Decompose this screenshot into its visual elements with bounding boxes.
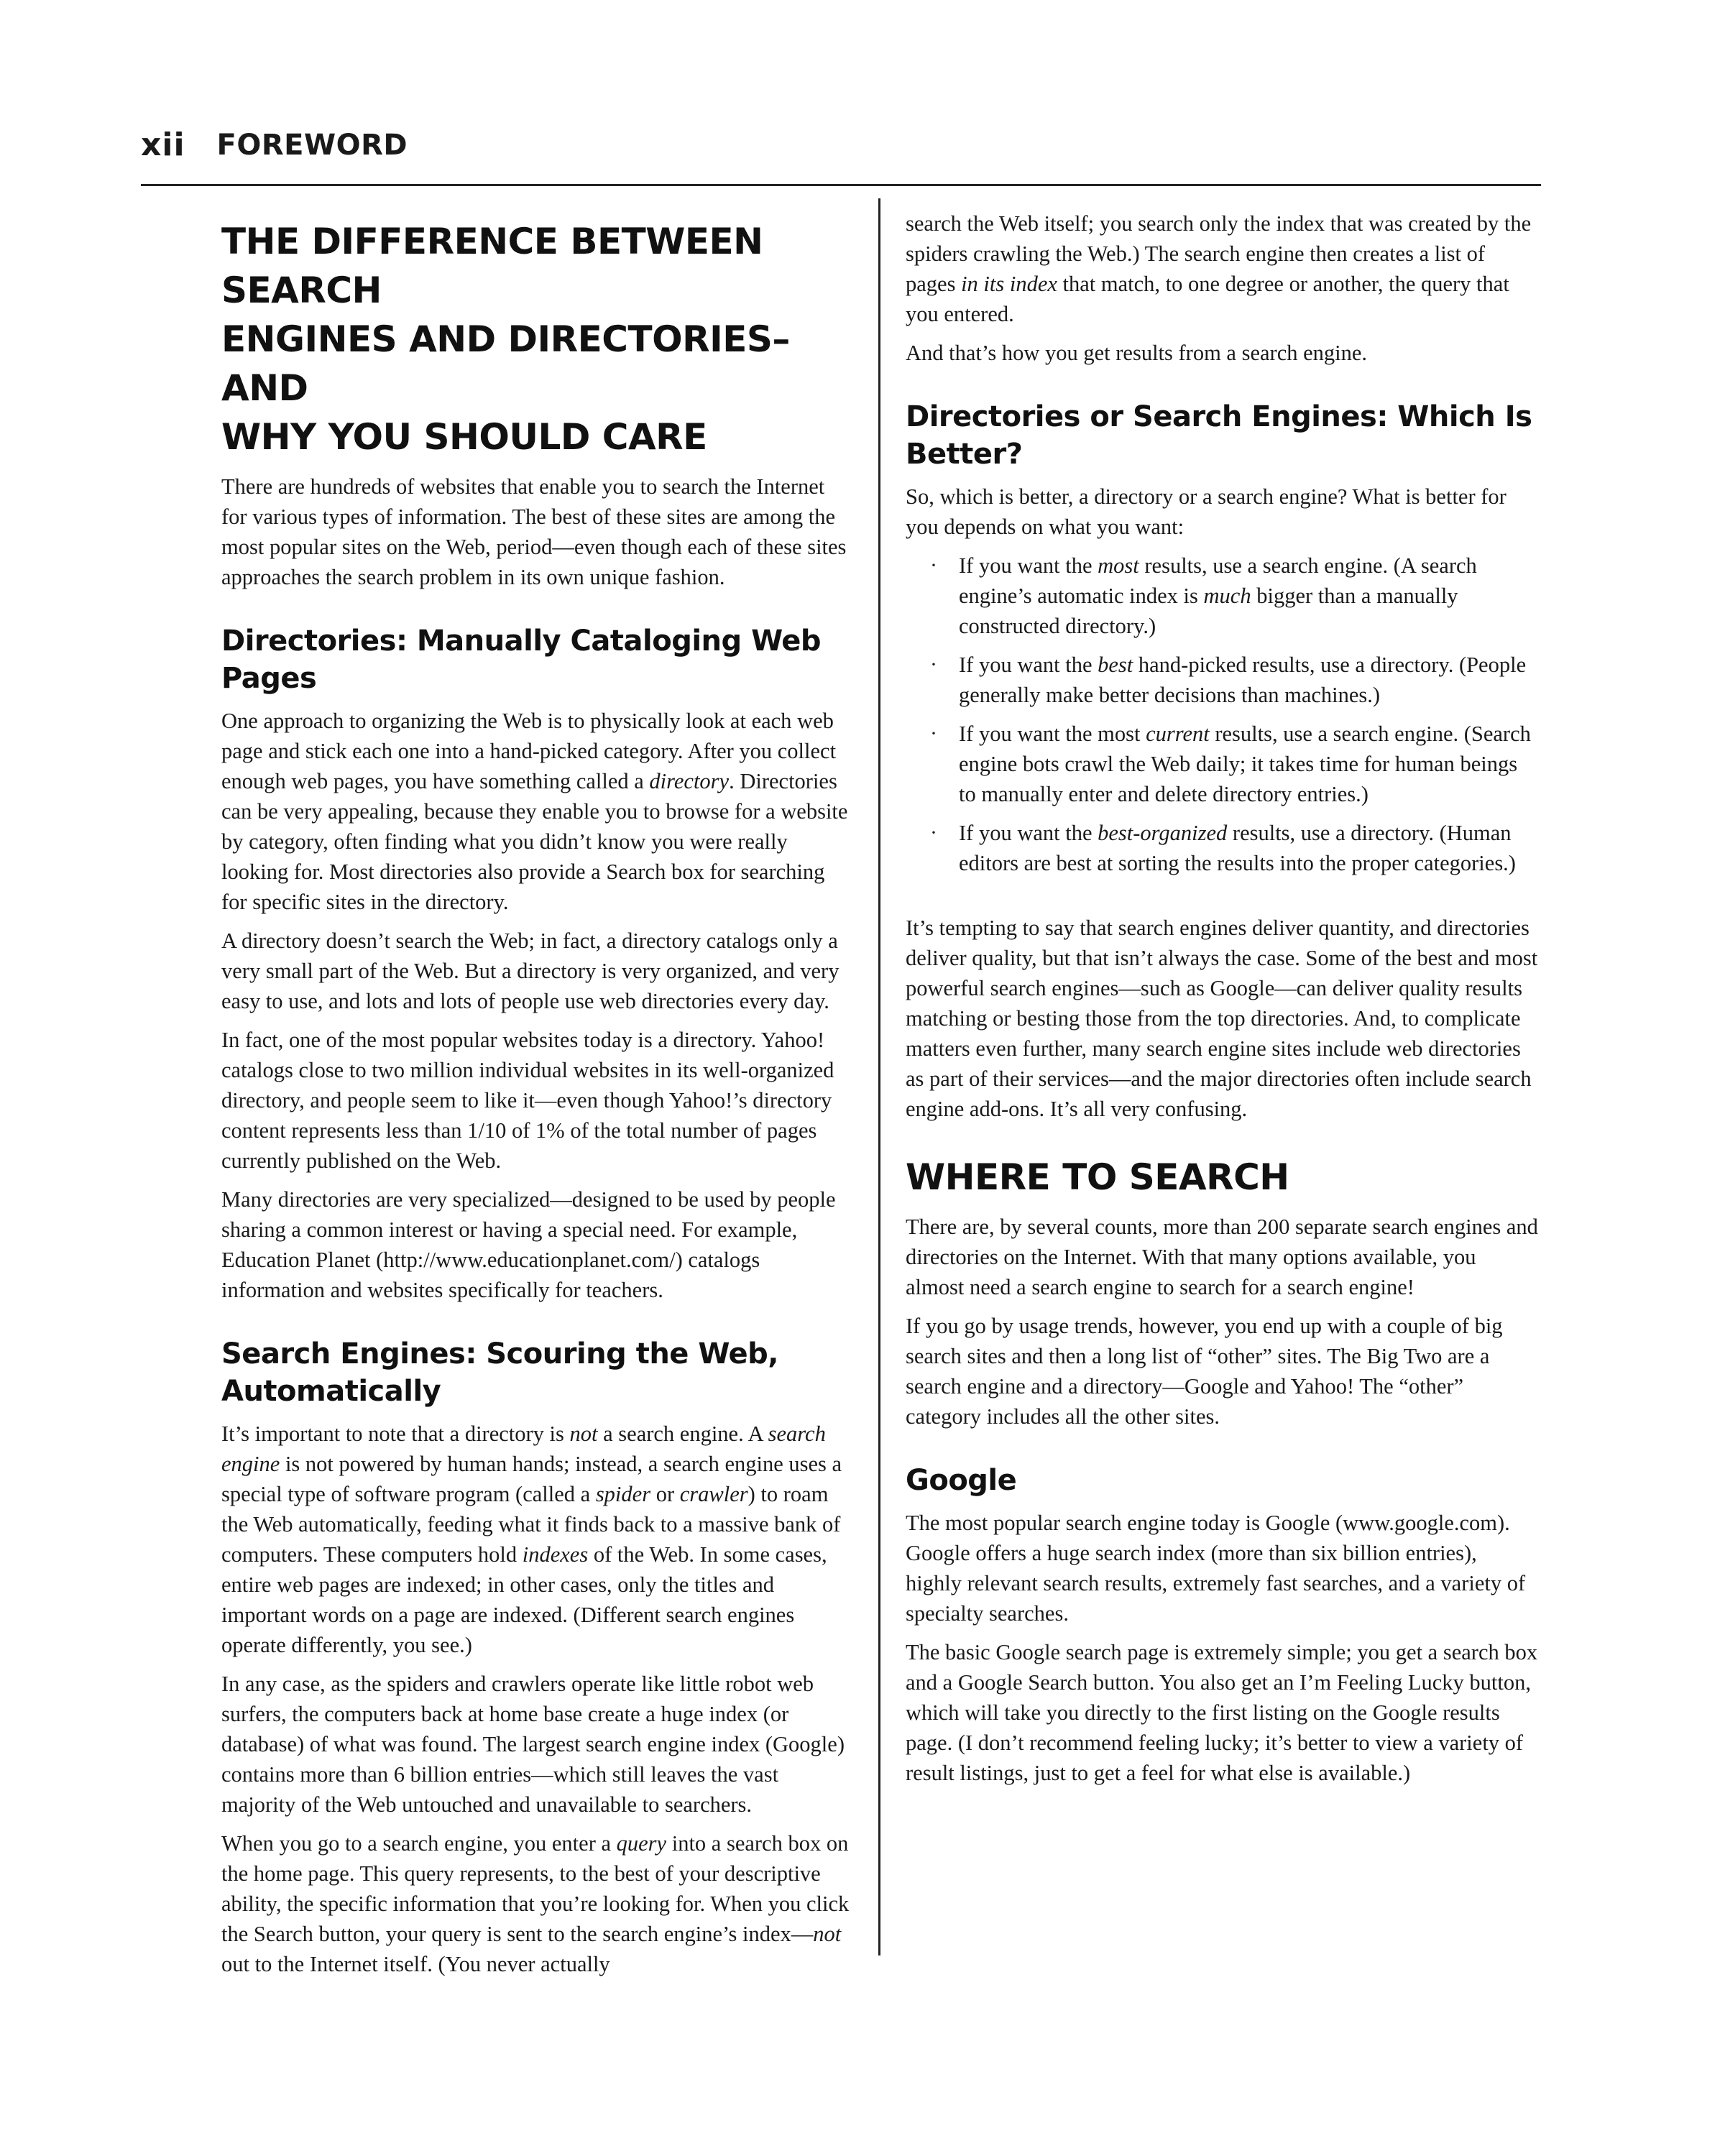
chapter-heading [221, 217, 854, 461]
paragraph: In any case, as the spiders and crawlers operate like little robot web surfers, the computers back at home base create a huge index (or database) of what was found. The largest search engine index (Google) contains more than 6 billion entries—which still leaves the vast majority of the Web untouched and unavailable to searchers. [221, 1672, 845, 1817]
paragraph: One approach to organizing the Web is to physically look at each web page and stick each one into a hand-picked category. After you collect enough web pages, you have something called a directory. Directories can be very appealing, because they enable you to browse for a website by category, often finding what you didn’t know you were really looking for. Most directories also provide a Search box for searching for specific sites in the directory. [221, 709, 848, 914]
paragraph: search the Web itself; you search only the index that was created by the spiders crawling the Web.) The search engine then creates a list of pages in its index that match, to one degree or another, the query that you entered. [906, 211, 1532, 326]
chapter-heading-line: WHY YOU SHOULD CARE [221, 416, 707, 458]
paragraph: A directory doesn’t search the Web; in fact, a directory catalogs only a very small part of the Web. But a directory is very organized, and very easy to use, and lots and lots of people use web directories every day. [221, 929, 840, 1013]
paragraph: When you go to a search engine, you enter a query into a search box on the home page. This query represents, to the best of your descriptive ability, the specific information that you’re looking for. When you click the Search button, your query is sent to the search engine’s index—not out to the Internet itself. (You never actually [221, 1831, 850, 1976]
bullet-icon: · [930, 553, 937, 577]
list-item: · If you want the most results, use a search engine. (A search engine’s automatic index is much bigger than a manually constructed directory.) [959, 550, 1538, 641]
which-is-better-heading: Directories or Search Engines: Which Is Better? [906, 400, 1532, 471]
paragraph: In fact, one of the most popular websites today is a directory. Yahoo! catalogs close to two million individual websites in its well-organized directory, and people seem to like it—even though Yahoo!’s directory content represents less than 1/10 of 1% of the total number of pages currently published on the Web. [221, 1028, 834, 1173]
paragraph: And that’s how you get results from a search engine. [906, 341, 1368, 365]
comparison-list [906, 550, 1538, 878]
paragraph: Many directories are very specialized—designed to be used by people sharing a common interest or having a special need. For example, Education Planet (http://www.educationplanet.com/) catalogs information and websites specifically for teachers. [221, 1187, 836, 1302]
list-item: · If you want the best-organized results, use a directory. (Human editors are best at sorting the results into the proper categories.) [959, 818, 1538, 878]
paragraph: So, which is better, a directory or a search engine? What is better for you depends on what you want: [906, 484, 1506, 539]
paragraph: The most popular search engine today is Google (www.google.com). Google offers a huge search index (more than six billion entries), highly relevant search results, extremely fast searches, and a variety of specialty searches. [906, 1511, 1526, 1626]
bullet-icon: · [930, 653, 937, 676]
where-to-search-heading: WHERE TO SEARCH [906, 1156, 1289, 1198]
intro-paragraph: There are hundreds of websites that enable you to search the Internet for various types of information. The best of these sites are among the most popular sites on the Web, period—even though each of these sites approaches the search problem in its own unique fashion. [221, 474, 847, 589]
spacer [906, 887, 1538, 913]
chapter-heading-line: ENGINES AND DIRECTORIES–AND [221, 318, 790, 409]
list-item: · If you want the best hand-picked results, use a directory. (People generally make better decisions than machines.) [959, 650, 1538, 710]
search-engines-heading: Search Engines: Scouring the Web, Automatically [221, 1337, 779, 1408]
left-column [221, 208, 854, 1988]
google-heading: Google [906, 1464, 1017, 1497]
section-title: FOREWORD [216, 129, 408, 162]
list-item: · If you want the most current results, use a search engine. (Search engine bots crawl the Web daily; it takes time for human beings to manually enter and delete directory entries.) [959, 719, 1538, 809]
paragraph: There are, by several counts, more than 200 separate search engines and directories on the Internet. With that many options available, you almost need a search engine to search for a search engine! [906, 1215, 1538, 1299]
paragraph: If you go by usage trends, however, you end up with a couple of big search sites and then a long list of “other” sites. The Big Two are a search engine and a directory—Google and Yahoo! The “other” category includes all the other sites. [906, 1314, 1503, 1429]
paragraph: The basic Google search page is extremely simple; you get a search box and a Google Search button. You also get an I’m Feeling Lucky button, which will take you directly to the first listing on the Google results page. (I don’t recommend feeling lucky; it’s better to view a variety of result listings, just to get a feel for what else is available.) [906, 1640, 1538, 1785]
chapter-heading-line: THE DIFFERENCE BETWEEN SEARCH [221, 221, 763, 311]
running-head [141, 126, 1541, 186]
page-number: xii [141, 126, 185, 163]
directories-heading: Directories: Manually Cataloging Web Pages [221, 625, 822, 695]
column-divider [878, 198, 880, 1955]
right-column [906, 208, 1538, 1797]
paragraph: It’s tempting to say that search engines deliver quantity, and directories deliver quality, but that isn’t always the case. Some of the best and most powerful search engines—such as Google—can deliver quality results matching or besting those from the top directories. And, to complicate matters even further, many search engine sites include web directories as part of their services—and the major directories often include search engine add-ons. It’s all very confusing. [906, 916, 1538, 1121]
paragraph: It’s important to note that a directory is not a search engine. A search engine is not powered by human hands; instead, a search engine uses a special type of software program (called a spider or crawler) to roam the Web automatically, feeding what it finds back to a massive bank of computers. These computers hold indexes of the Web. In some cases, entire web pages are indexed; in other cases, only the titles and important words on a page are indexed. (Different search engines operate differently, you see.) [221, 1422, 842, 1657]
bullet-icon: · [930, 722, 937, 745]
bullet-icon: · [930, 821, 937, 844]
